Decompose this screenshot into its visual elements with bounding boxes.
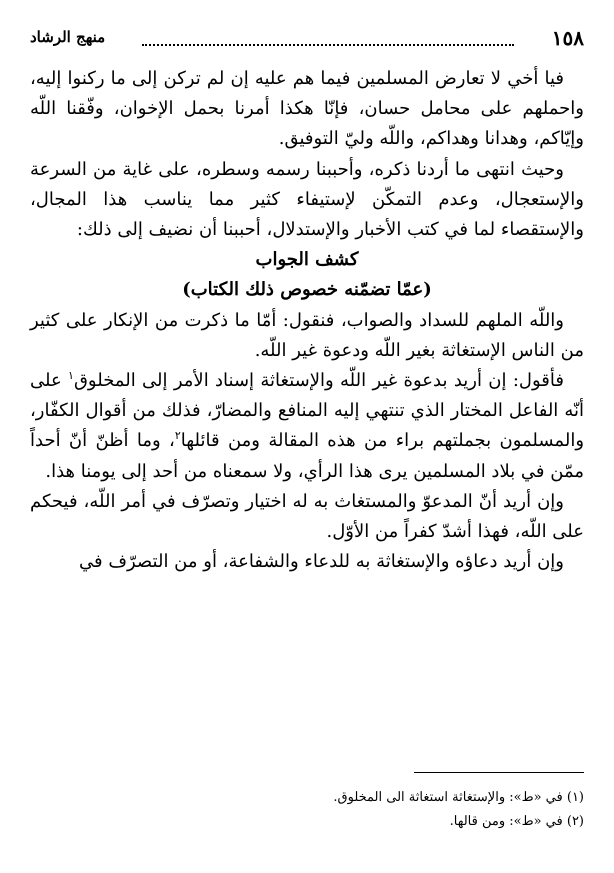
paragraph-text: فأقول: إن أريد بدعوة غير اللّه والإستغاثة إسناد الأمر إلى المخلوق xyxy=(73,370,564,392)
footnote-marker: ٢ xyxy=(174,429,181,443)
paragraph-text: ، وما أظنّ أنّ أحداً ممّن في بلاد المسلمين يرى هذا الرأي، ولا سمعناه من أحد إلى يومنا هذا. xyxy=(30,430,584,482)
section-heading: كشف الجواب xyxy=(255,249,359,271)
footnote: (١) في «ط»: والإستغاثة استغاثة الى المخلوق. xyxy=(333,790,584,805)
header-dotted-rule xyxy=(142,44,514,46)
running-title: منهج الرشاد xyxy=(30,28,106,46)
body-text xyxy=(30,64,584,577)
paragraph: وإن أريد أنّ المدعوّ والمستغاث به له اختيار وتصرّف في أمر اللّه، فيحكم على اللّه، فهذا أشدّ كفراً من الأوّل. xyxy=(30,490,584,543)
footnote-separator xyxy=(414,772,584,773)
paragraph: وحيث انتهى ما أردنا ذكره، وأحببنا رسمه وسطره، على غاية من السرعة والإستعجال، وعدم التمكّن لإستيفاء كثير مما يناسب هذا المجال، والإستقصاء لما في كتب الأخبار والإستدلال، أحببنا أن نضيف إلى ذلك: xyxy=(30,158,584,241)
page-header xyxy=(30,24,584,54)
footnote-marker: ١ xyxy=(68,369,74,383)
paragraph xyxy=(30,366,584,487)
paragraph: واللّه الملهم للسداد والصواب، فنقول: أمّا ما ذكرت من الإنكار على كثير من الناس الإستغاثة بغير اللّه ودعوة غير اللّه. xyxy=(30,309,584,361)
footnotes xyxy=(30,786,584,834)
paragraph: وإن أريد دعاؤه والإستغاثة به للدعاء والشفاعة، أو من التصرّف في xyxy=(79,551,564,573)
paragraph: فيا أخي لا تعارض المسلمين فيما هم عليه إن لم تركن إلى ما ركنوا إليه، واحملهم على محامل حسان، فإنّا هكذا أمرنا بحمل الإخوان، وفّقنا اللّه وإيّاكم، وهدانا وهداكم، واللّه وليّ التوفيق. xyxy=(30,68,584,150)
footnote: (٢) في «ط»: ومن قالها. xyxy=(449,814,584,829)
page-number: ١٥٨ xyxy=(551,26,584,50)
section-subheading: (عمّا تضمّنه خصوص ذلك الكتاب) xyxy=(182,279,432,301)
paragraph-text: على أنّه الفاعل المختار الذي تنتهي إليه المنافع والمضارّ، فذلك من أقوال الكفّار، والمسلمون بجملتهم براء من هذه المقالة ومن قائلها xyxy=(30,370,585,452)
